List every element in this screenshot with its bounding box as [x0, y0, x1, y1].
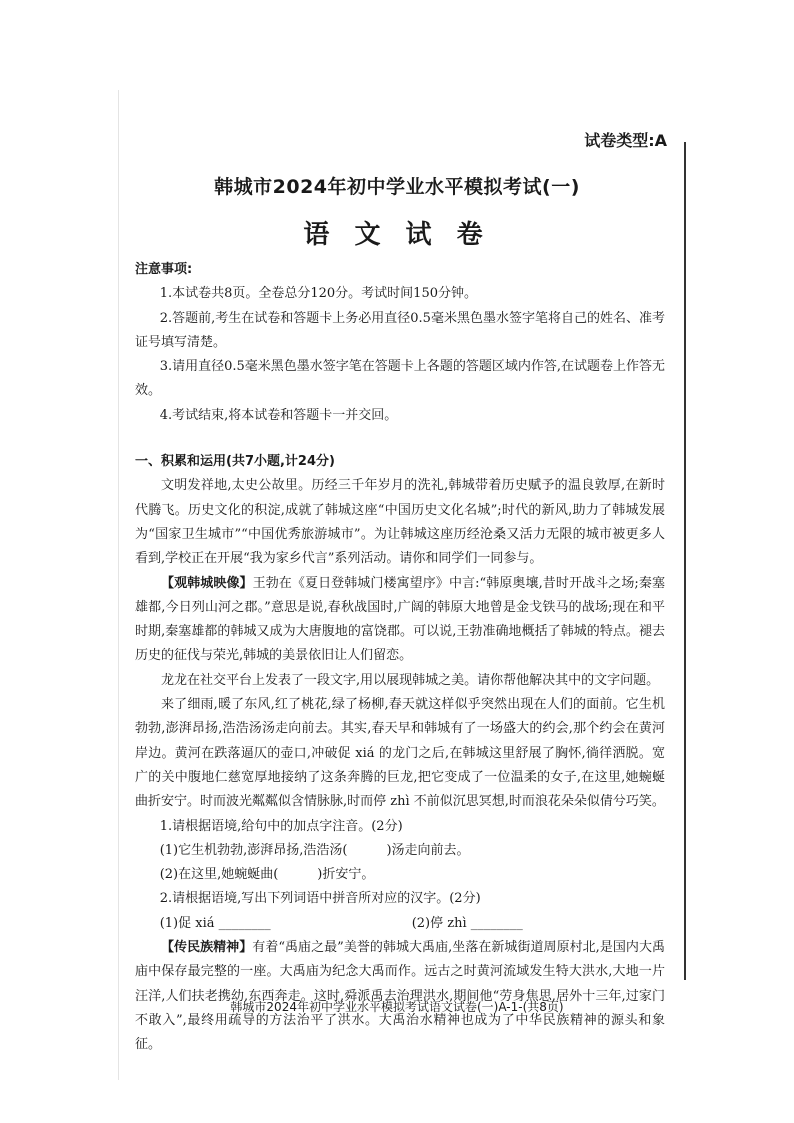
reading-passage: 来了细雨,暖了东风,红了桃花,绿了杨柳,春天就这样似乎突然出现在人们的面前。它生机勃勃,澎湃昂扬,浩浩汤汤走向前去。其实,春天早和韩城有了一场盛大的约会,那个约会在黄河岸边。黄河在跌落逼仄的壶口,冲破促 xiá 的龙门之后,在韩城这里舒展了胸怀,徜徉洒脱。宽广的关中腹地仁慈宽厚地接纳了这条奔腾的巨龙,把它变成了一位温柔的女子,在这里,她蜿蜒曲折安宁。时而波光粼粼似含情脉脉,时而停 zhì 不前似沉思冥想,时而浪花朵朵似倩兮巧笑。	[135, 697, 665, 810]
question-2-item-1: (1)促 xiá ________	[159, 915, 271, 931]
notice-item: 2.答题前,考生在试卷和答题卡上务必用直径0.5毫米黑色墨水签字笔将自己的姓名、准考证号填写清楚。	[135, 310, 665, 350]
question-1-item-2: (2)在这里,她蜿蜒曲( )折安宁。	[159, 867, 375, 883]
task-intro: 龙龙在社交平台上发表了一段文字,用以展现韩城之美。请你帮他解决其中的文字问题。	[161, 672, 660, 688]
question-2-item-2: (2)停 zhì ________	[411, 915, 523, 931]
subject-title: 语 文 试 卷	[303, 220, 491, 250]
part2-paragraph	[135, 936, 665, 1057]
part1-text: 王勃在《夏日登韩城门楼寓望序》中言:“韩原奥壤,昔时开战斗之场;秦塞雄都,今日列山河之郡。”意思是说,春秋战国时,广阔的韩原大地曾是金戈铁马的战场;现在和平时期,秦塞雄都的韩城又成为大唐腹地的富饶郡。可以说,王勃准确地概括了韩城的特点。褪去历史的征伐与荣光,韩城的美景依旧让人们留恋。	[135, 575, 665, 664]
section-intro: 文明发祥地,太史公故里。历经三千年岁月的洗礼,韩城带着历史赋予的温良敦厚,在新时代腾飞。历史文化的积淀,成就了韩城这座“中国历史文化名城”;时代的新风,助力了韩城发展为“国家卫生城市”“中国优秀旅游城市”。为让韩城这座历经沧桑又活力无限的城市被更多人看到,学校正在开展“我为家乡代言”系列活动。请你和同学们一同参与。	[135, 478, 665, 567]
part1-paragraph	[135, 572, 665, 669]
paper-type-label: 试卷类型:A	[584, 131, 667, 150]
right-border-line	[684, 142, 686, 980]
notice-item: 4.考试结束,将本试卷和答题卡一并交回。	[159, 407, 398, 423]
question-2: 2.请根据语境,写出下列词语中拼音所对应的汉字。(2分)	[159, 891, 481, 907]
page-footer: 韩城市2024年初中学业水平模拟考试语文试卷(一)A-1-(共8页)	[230, 1000, 564, 1014]
notice-heading: 注意事项:	[135, 262, 193, 277]
part2-text: 有着“禹庙之最”美誉的韩城大禹庙,坐落在新城街道周原村北,是国内大禹庙中保存最完整的一座。大禹庙为纪念大禹而作。远古之时黄河流域发生特大洪水,大地一片汪洋,人们扶老携幼,东西奔走。这时,舜派禹去治理洪水,期间他“劳身焦思,居外十三年,过家门不敢入”,最终用疏导的方法治平了洪水。大禹治水精神也成为了中华民族精神的源头和象征。	[135, 940, 665, 1053]
part1-tag: 【观韩城映像】	[161, 575, 253, 591]
notice-item: 3.请用直径0.5毫米黑色墨水签字笔在答题卡上各题的答题区域内作答,在试题卷上作答无效。	[135, 359, 665, 399]
notice-item: 1.本试卷共8页。全卷总分120分。考试时间150分钟。	[159, 286, 477, 302]
part2-tag: 【传民族精神】	[161, 940, 253, 956]
section-heading: 一、积累和运用(共7小题,计24分)	[135, 454, 335, 470]
question-2-answers	[135, 912, 665, 936]
question-1-item-1: (1)它生机勃勃,澎湃昂扬,浩浩汤( )汤走向前去。	[159, 842, 470, 858]
question-1: 1.请根据语境,给句中的加点字注音。(2分)	[159, 818, 403, 834]
exam-content	[135, 258, 665, 1058]
exam-title: 韩城市2024年初中学业水平模拟考试(一)	[214, 176, 580, 198]
